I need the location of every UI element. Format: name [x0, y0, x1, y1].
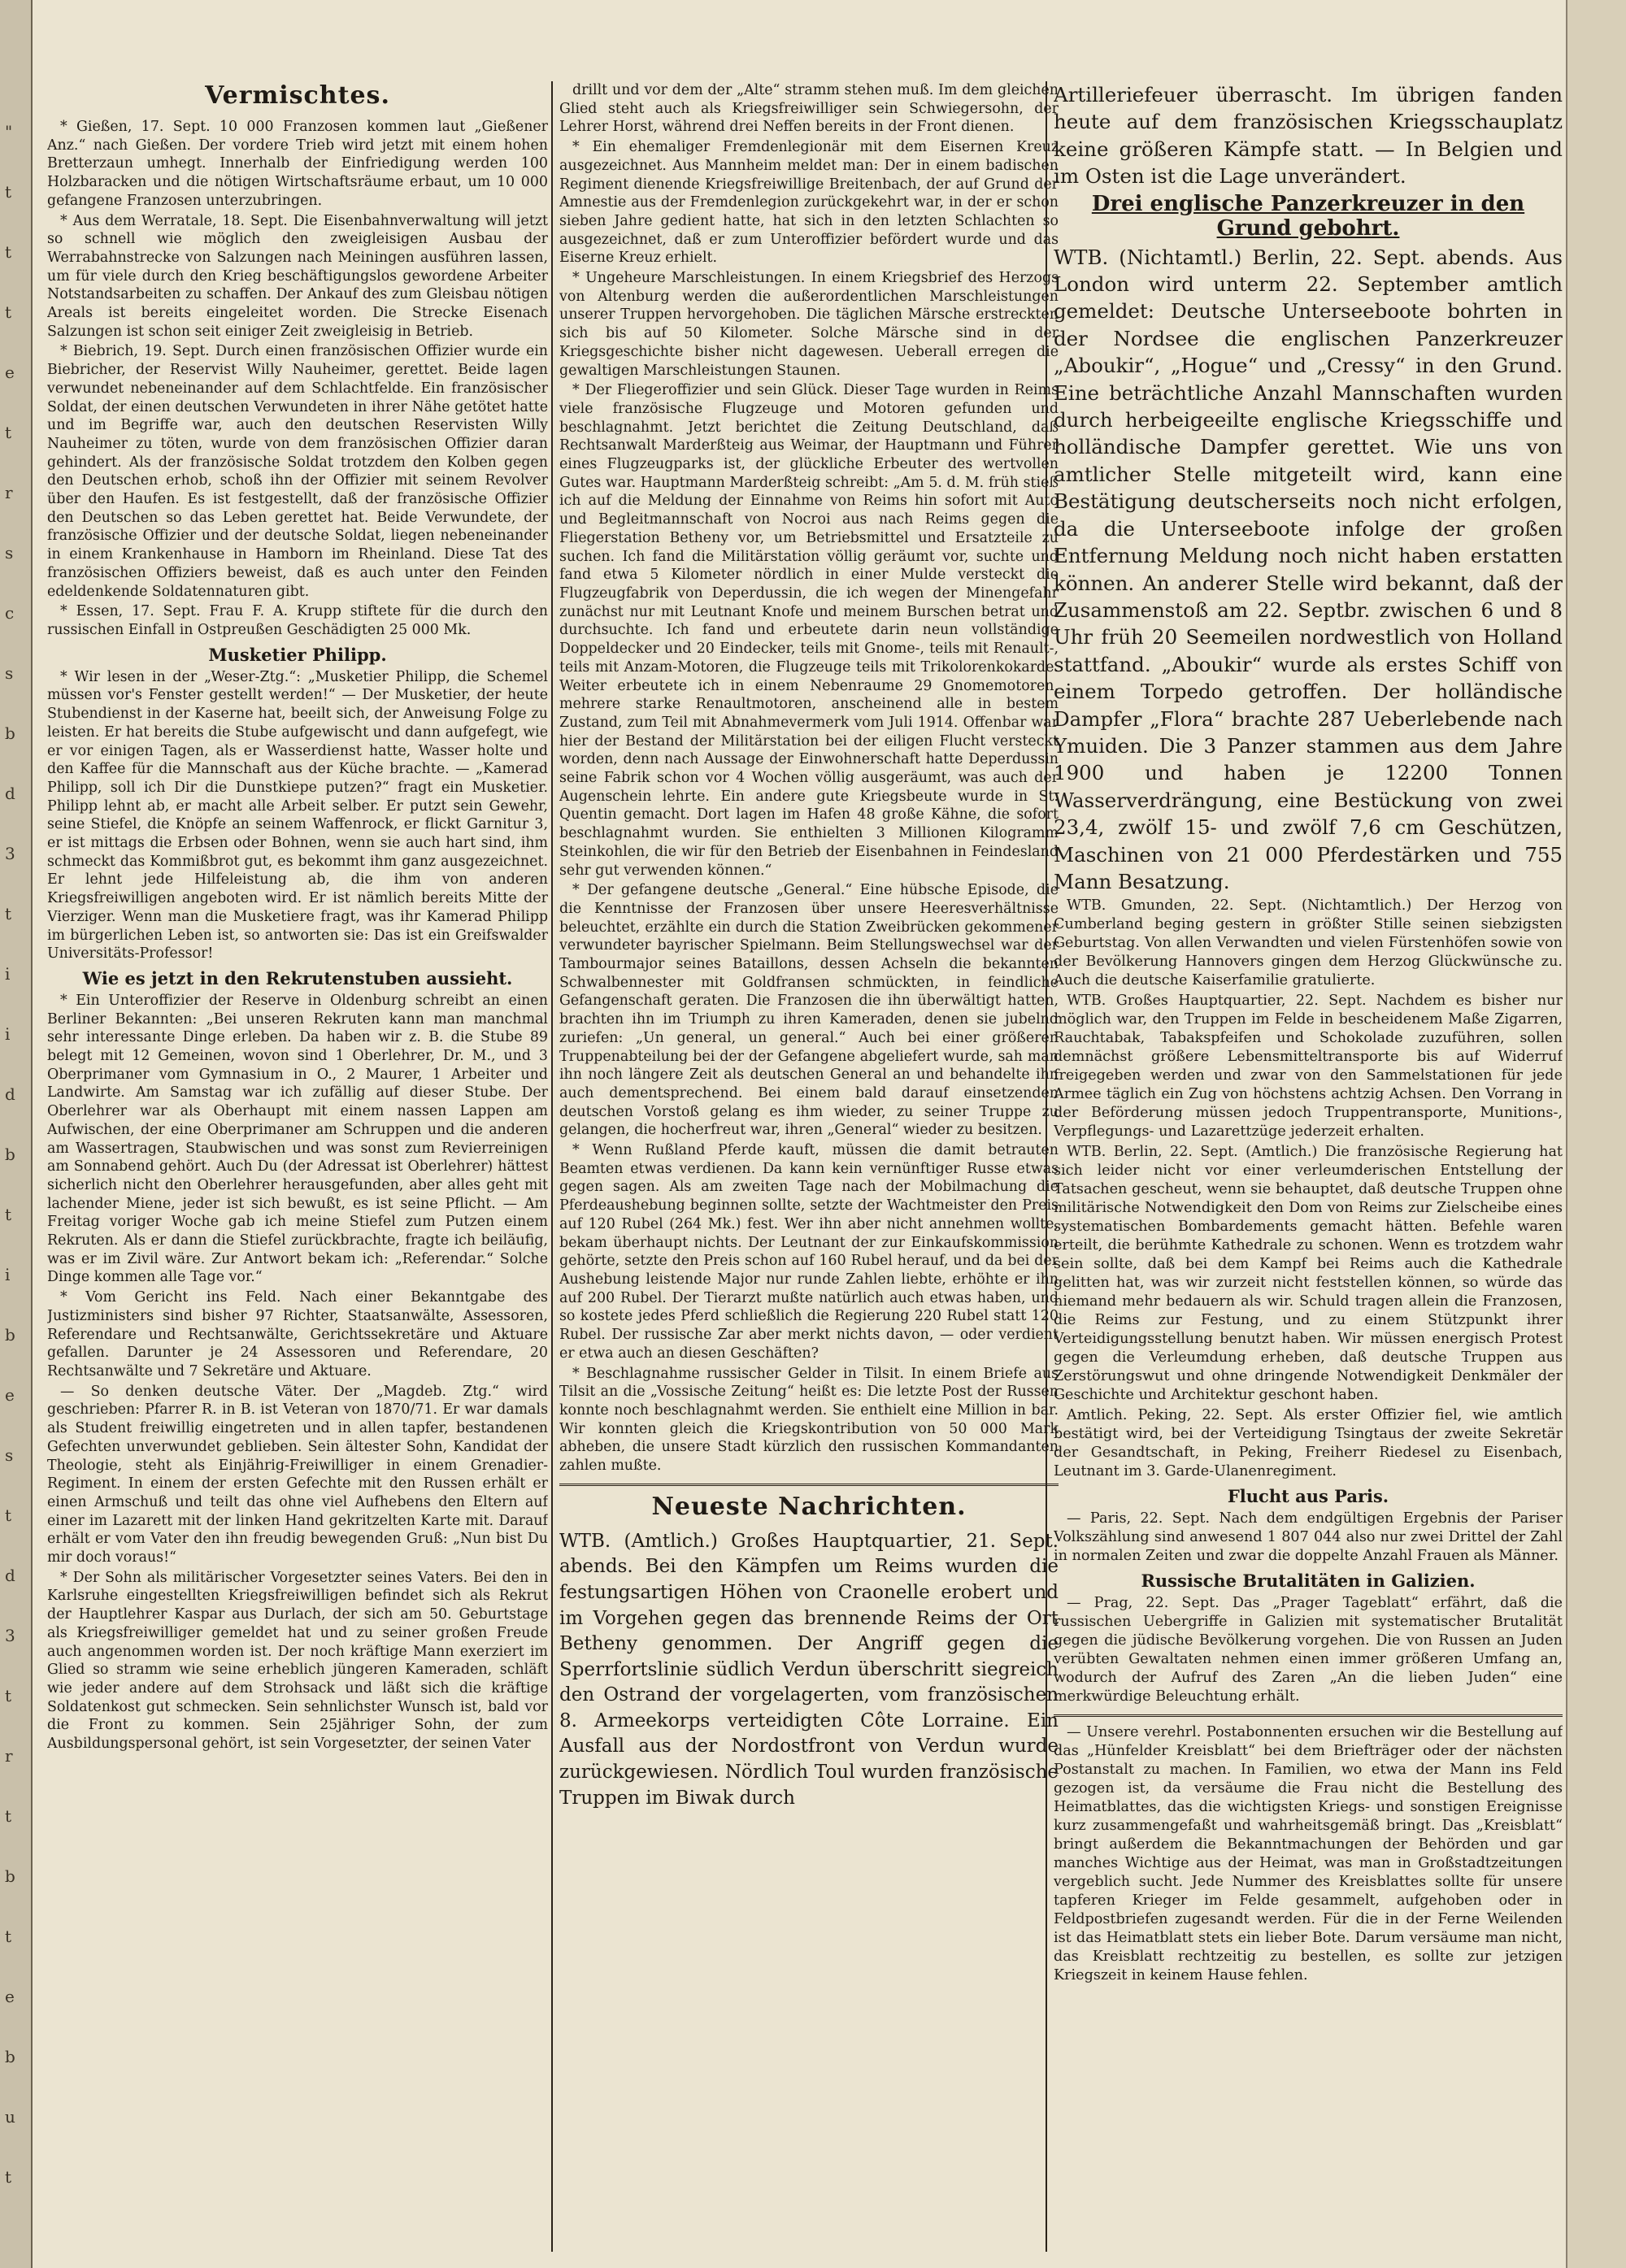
article-paragraph: * Beschlagnahme russischer Gelder in Tilsit. In einem Briefe aus Tilsit an die „Vossische Zeitung“ heißt es: Die letzte Post der Russen konnte noch beschlagnahmt werden. Sie enthielt eine Million in bar. Wir konnten gleich die Kriegskontribution von 50 000 Mark abheben, die unsere Stadt kürzlich den russischen Kommandanten zahlen mußte.: [559, 1365, 1059, 1475]
gutter-text-fragment: e: [5, 1385, 15, 1405]
gutter-text-fragment: t: [5, 1806, 12, 1826]
gutter-text-fragment: e: [5, 363, 15, 382]
article-paragraph: * Vom Gericht ins Feld. Nach einer Bekanntgabe des Justizministers sind bisher 97 Richter, Staatsanwälte, Assessoren, Referendare und Rechtsanwälte, Gerichtssekretäre und Aktuare gefallen. Darunter je 24 Assessoren und Referendare, 20 Rechtsanwälte und 7 Sekretäre und Aktuare.: [47, 1289, 548, 1379]
gutter-text-fragment: s: [5, 663, 14, 683]
article-paragraph: * Gießen, 17. Sept. 10 000 Franzosen kommen laut „Gießener Anz.“ nach Gießen. Der vordere Trieb wird jetzt mit einem hohen Bretterzaun umhegt. Innerhalb der Einfriedigung werden 100 Holzbaracken und die nötigen Wirtschaftsräume erbaut, um 10 000 gefangene Franzosen unterzubringen.: [47, 119, 548, 209]
article-list: [47, 668, 548, 963]
gutter-text-fragment: e: [5, 1987, 15, 2006]
article-paragraph: * Ungeheure Marschleistungen. In einem Kriegsbrief des Herzogs von Altenburg werden die außerordentlichen Marschleistungen unserer Truppen hervorgehoben. Die täglichen Märsche erstreckten sich bis auf 50 Kilometer. Solche Märsche sind in der Kriegsgeschichte bisher nicht dagewesen. Ueberall erregen die gewaltigen Marschleistungen Staunen.: [559, 270, 1059, 379]
gutter-text-fragment: b: [5, 2047, 15, 2066]
column-rule: [551, 81, 553, 2252]
gutter-text-fragment: i: [5, 1265, 11, 1284]
article-paragraph: WTB. Großes Hauptquartier, 22. Sept. Nachdem es bisher nur möglich war, den Truppen im Felde in bescheidenem Maße Zigarren, Rauchtabak, Tabakspfeifen und Schokolade zuzuführen, sollen demnächst größere Lebensmitteltransporte bis auf Widerruf freigegeben werden und zwar von den Sammelstationen für jede Armee täglich ein Zug von höchstens achtzig Achsen. Den Vorrang in der Beförderung müssen jedoch Truppentransporte, Munitions-, Verpflegungs- und Lazarettzüge jederzeit erhalten.: [1054, 993, 1563, 1141]
article-paragraph: * Der Fliegeroffizier und sein Glück. Dieser Tage wurden in Reims viele französische Flugzeuge und Motoren gefunden und beschlagnahmt. Jetzt berichtet die Zeitung Deutschland, daß Rechtsanwalt Marderßteig aus Weimar, der Hauptmann und Führer eines Flugzeugparks ist, der glückliche Erbeuter des wertvollen Gutes war. Hauptmann Marderßteig schreibt: „Am 5. d. M. früh stieß ich auf die Meldung der Einnahme von Reims hin sofort mit Auto und Begleitmannschaft von Nocroi aus nach Reims gegen die Fliegerstation Betheny vor, um Betriebsmittel und Ersatzteile zu suchen. Ich fand die Militärstation völlig geräumt vor, suchte und fand etwa 5 Kilometer nördlich in einer Mulde versteckt die Flugzeugfabrik von Deperdussin, die ich wegen der Minengefahr zunächst nur mit Leutnant Knofe und meinem Burschen betrat und durchsuchte. Ich fand und erbeutete darin neun vollständige Doppeldecker und 20 Eindecker, teils mit Gnome-, teils mit Renault-, teils mit Anzam-Motoren, die Flugzeuge teils mit Trikolorenkokarde. Weiter erbeutete ich in einem Nebenraume 29 Gnomemotoren, mehrere starke Renaultmotoren, anscheinend alle in bestem Zustand, zum Teil mit Abnahmevermerk vom Juli 1914. Offenbar war hier der Bestand der Militärstation bei der eiligen Flucht versteckt worden, denn nach Aussage der Einwohnerschaft hatte Deperdussin seine Fabrik schon vor 4 Wochen völlig ausgeräumt, was auch der Augenschein lehrte. Ein andere gute Kriegsbeute wurde in St. Quentin gemacht. Dort lagen im Hafen 48 große Kähne, die sofort beschlagnahmt wurden. Sie enthielten 3 Millionen Kilogramm Steinkohlen, die wir für den Betrieb der Eisenbahnen in Feindesland sehr gut verwenden können.“: [559, 382, 1059, 879]
article-paragraph: * Der gefangene deutsche „General.“ Eine hübsche Episode, die die Kenntnisse der Franzosen über unsere Heeresverhältnisse beleuchtet, erzählte ein durch die Station Zweibrücken gekommener verwundeter bayrischer Spielmann. Beim Stellungswechsel war der Tambourmajor seines Bataillons, dessen Achseln die bekannten Schwalbennester mit Goldfransen schmückten, in feindliche Gefangenschaft geraten. Die Franzosen die ihn überwältigt hatten, brachten ihn im Triumph zu ihren Kameraden, denen sie jubelnd zuriefen: „Un general, un general.“ Auch bei einer größeren Truppenabteilung bei der der Gefangene abgeliefert wurde, sah man ihn noch längere Zeit als deutschen General an und behandelte ihn auch dementsprechend. Bei einem bald darauf einsetzenden deutschen Vorstoß gelang es ihm wieder, zu seiner Truppe zu gelangen, die hocherfreut war, ihren „General“ wieder zu besitzen.: [559, 882, 1059, 1139]
column-right: [1054, 81, 1563, 2260]
gutter-text-fragment: t: [5, 423, 12, 442]
column-left: [47, 81, 548, 2260]
article-paragraph: WTB. (Nichtamtl.) Berlin, 22. Sept. abends. Aus London wird unterm 22. September amtlich gemeldet: Deutsche Unterseeboote bohrten in der Nordsee die englischen Panzerkreuzer „Aboukir“, „Hogue“ und „Cressy“ in den Grund. Eine beträchtliche Anzahl Mannschaften wurden durch herbeigeeilte englische Kriegsschiffe und holländische Dampfer gerettet. Wie uns von amtlicher Stelle mitgeteilt wird, kann eine Bestätigung deutscherseits noch nicht erfolgen, da die Unterseeboote infolge der großen Entfernung Meldung noch nicht haben erstatten können. An anderer Stelle wird bekannt, daß der Zusammenstoß am 22. Septbr. zwischen 6 und 8 Uhr früh 20 Seemeilen nordwestlich von Holland stattfand. „Aboukir“ wurde als erstes Schiff von einem Torpedo getroffen. Der holländische Dampfer „Flora“ brachte 287 Ueberlebende nach Ymuiden. Die 3 Panzer stammen aus dem Jahre 1900 und haben je 12200 Tonnen Wasserverdrängung, eine Bestückung von zwei 23,4, zwölf 15- und zwölf 7,6 cm Geschützen, Maschinen von 21 000 Pferdestärken und 755 Mann Besatzung.: [1054, 245, 1563, 893]
gutter-text-fragment: t: [5, 302, 12, 322]
lead-block: [1054, 81, 1563, 895]
gutter-text-fragment: u: [5, 2107, 15, 2127]
article-paragraph: Amtlich. Peking, 22. Sept. Als erster Offizier fiel, wie amtlich bestätigt wird, bei der Verteidigung Tsingtaus der zweite Sekretär der Gesandtschaft, in Peking, Freiherr Riedesel zu Eisenbach, Leutnant im 3. Garde-Ulanenregiment.: [1054, 1407, 1563, 1480]
article-list: [1054, 244, 1563, 896]
left-page-gutter: [0, 0, 33, 2268]
gutter-text-fragment: t: [5, 2167, 12, 2187]
headline-flucht-aus-paris: Flucht aus Paris.: [1227, 1486, 1389, 1507]
gutter-text-fragment: t: [5, 1505, 12, 1525]
article-paragraph: * Der Sohn als militärischer Vorgesetzter seines Vaters. Bei den in Karlsruhe eingestellten Kriegsfreiwilligen befindet sich als Rekrut der Hauptlehrer Kaspar aus Durlach, der sich am 50. Geburtstage als Kriegsfreiwilliger gemeldet hat und zu seiner großen Freude auch angenommen worden ist. Der noch kräftige Mann exerziert im Glied so stramm wie seine erheblich jüngeren Kameraden, schläft wie jeder andere auf dem Strohsack und läßt sich die kräftige Soldatenkost gut schmecken. Sein sehnlichster Wunsch ist, bald vor die Front zu kommen. Sein 25jähriger Sohn, der zum Ausbildungspersonal gehört, ist sein Vorgesetzter, der seinen Vater: [47, 1569, 548, 1753]
headline-rekrutenstuben: Wie es jetzt in den Rekrutenstuben aussieht.: [82, 967, 513, 988]
section-divider: [1054, 1714, 1563, 1717]
gutter-text-fragment: 3: [5, 1626, 15, 1645]
gutter-text-fragment: i: [5, 964, 11, 984]
article-paragraph: * Essen, 17. Sept. Frau F. A. Krupp stiftete für die durch den russischen Einfall in Ostpreußen Geschädigten 25 000 Mk.: [47, 603, 548, 638]
section-divider: [559, 1484, 1059, 1486]
gutter-text-fragment: d: [5, 1084, 15, 1104]
gutter-text-fragment: 3: [5, 844, 15, 863]
gutter-text-fragment: s: [5, 543, 14, 563]
article-paragraph: WTB. Berlin, 22. Sept. (Amtlich.) Die französische Regierung hat sich leider nicht vor einer verleumderischen Entstellung der Tatsachen gescheut, wenn sie behauptet, daß deutsche Truppen ohne militärische Notwendigkeit den Dom von Reims zur Zielscheibe eines systematischen Bombardements gemacht hätten. Befehle waren erteilt, die berühmte Kathedrale zu schonen. Wenn es trotzdem wahr sein sollte, daß bei dem Kampf bei Reims auch die Kathedrale gelitten hat, was wir zurzeit nicht feststellen können, so würde das niemand mehr bedauern als wir. Schuld tragen allein die Franzosen, die Reims zur Festung, und zu einem Stützpunkt ihrer Verteidigungsstellung benutzt haben. Wir müssen energisch Protest gegen die Verleumdung erheben, daß deutsche Truppen aus Zerstörungswut und ohne dringende Notwendigkeit Denkmäler der Geschichte und Architektur geschont haben.: [1054, 1144, 1563, 1404]
article-list: [559, 1529, 1059, 1812]
gutter-text-fragment: t: [5, 1686, 12, 1705]
gutter-text-fragment: ": [5, 122, 13, 141]
article-paragraph: — Paris, 22. Sept. Nach dem endgültigen Ergebnis der Pariser Volkszählung sind anwesend 1 807 044 also nur zwei Drittel der Zahl in normalen Zeiten und zwar die doppelte Anzahl Frauen als Männer.: [1054, 1510, 1563, 1565]
article-paragraph: WTB. (Amtlich.) Großes Hauptquartier, 21. Sept. abends. Bei den Kämpfen um Reims wurden die festungsartigen Höhen von Craonelle erobert und im Vorgehen gegen das brennende Reims der Ort Betheny genommen. Der Angriff gegen die Sperrfortslinie südlich Verdun überschritt siegreich den Ostrand der vorgelagerten, vom französischen 8. Armeekorps verteidigten Côte Lorraine. Ein Ausfall aus der Nordostfront von Verdun wurde zurückgewiesen. Nördlich Toul wurden französische Truppen im Biwak durch: [559, 1530, 1059, 1809]
right-page-edge: [1566, 0, 1626, 2268]
gutter-text-fragment: b: [5, 1325, 15, 1345]
gutter-text-fragment: d: [5, 1566, 15, 1585]
article-list: [1054, 1723, 1563, 1985]
gutter-text-fragment: t: [5, 182, 12, 202]
gutter-text-fragment: t: [5, 242, 12, 262]
article-paragraph: drillt und vor dem der „Alte“ stramm stehen muß. Im dem gleichen Glied steht auch als Kriegsfreiwilliger sein Schwiegersohn, der Lehrer Horst, während drei Neffen bereits in der Front dienen.: [559, 82, 1059, 136]
gutter-text-fragment: d: [5, 784, 15, 803]
article-list: [1054, 897, 1563, 1481]
headline-musketier-philipp: Musketier Philipp.: [208, 644, 387, 665]
article-paragraph: * Aus dem Werratale, 18. Sept. Die Eisenbahnverwaltung will jetzt so schnell wie möglich den zweigleisigen Ausbau der Werrabahnstrecke von Salzungen nach Meiningen ausführen lassen, um für viele durch den Krieg beschäftigungslos gewordene Arbeiter Notstandsarbeiten zu schaffen. Der Ankauf des zum Gleisbau nötigen Areals ist bereits eingeleitet worden. Die Strecke Eisenach Salzungen ist schon seit einiger Zeit zweigleisig in Betrieb.: [47, 212, 548, 340]
column-middle: [559, 81, 1059, 2260]
gutter-text-fragment: r: [5, 483, 13, 502]
article-list: [1054, 1510, 1563, 1566]
article-paragraph: — Prag, 22. Sept. Das „Prager Tageblatt“ erfährt, daß die russischen Uebergriffe in Galizien mit systematischer Brutalität gegen die jüdische Bevölkerung vorgehen. Die von Russen an Juden verübten Gewaltaten nehmen einen immer größeren Umfang an, wodurch der Aufruf des Zaren „An die lieben Juden“ eine merkwürdige Beleuchtung erhält.: [1054, 1595, 1563, 1705]
headline-panzerkreuzer: Drei englische Panzerkreuzer in den Grund gebohrt.: [1091, 191, 1525, 241]
article-list: [1054, 81, 1563, 190]
article-paragraph: — So denken deutsche Väter. Der „Magdeb. Ztg.“ wird geschrieben: Pfarrer R. in B. ist Veteran von 1870/71. Er war damals als Student freiwillig eingetreten und in allen tapfer, bestandenen Gefechten unverwundet geblieben. Sein ältester Sohn, Kandidat der Theologie, steht als Einjährig-Freiwilliger in einem Grenadier-Regiment. In einem der ersten Gefechte mit den Russen erhält er einen Armschuß und teilt das ohne viel Aufhebens den Eltern auf einer im Lazarett mit der linken Hand gekritzelten Karte mit. Darauf erhält er vom Vater den ihn freudig bewegenden Gruß: „Nun bist Du mir doch voraus!“: [47, 1383, 548, 1566]
gutter-text-fragment: b: [5, 1866, 15, 1886]
article-list: [47, 992, 548, 1753]
article-list: [1054, 1594, 1563, 1706]
article-paragraph: * Wenn Rußland Pferde kauft, müssen die damit betrauten Beamten etwas verdienen. Da kann kein vernünftiger Russe etwas gegen sagen. Als am zweiten Tage nach der Mobilmachung die Pferdeaushebung beginnen sollte, setzte der Wachtmeister den Preis auf 120 Rubel (264 Mk.) fest. Wer ihn aber nicht annehmen wollte, bekam überhaupt nichts. Der Leutnant der zur Einkaufskommission gehörte, setzte den Preis schon auf 160 Rubel herauf, und da bei der Aushebung leistende Major nur runde Zahlen liebte, erhöhte er ihn auf 200 Rubel. Der Tierarzt mußte natürlich auch etwas haben, und so kostete jedes Pferd schließlich die Regierung 220 Rubel statt 120 Rubel. Der russische Zar aber merkt nichts davon, — oder verdient er etwa auch an diesen Geschäften?: [559, 1142, 1059, 1362]
article-list: [559, 81, 1059, 1475]
article-paragraph: — Unsere verehrl. Postabonnenten ersuchen wir die Bestellung auf das „Hünfelder Kreisblatt“ bei dem Briefträger oder der nächsten Postanstalt zu machen. In Familien, wo etwa der Mann ins Feld gezogen ist, da versäume die Frau nicht die Bestellung des Heimatblattes, das die wichtigsten Kriegs- und sonstigen Ereignisse kurz zusammengefaßt und wahrheitsgemäß bringt. Das „Kreisblatt“ bringt außerdem die Bekanntmachungen der Behörden und gar manches Wichtige aus der Heimat, was man in Großstadtzeitungen vergeblich sucht. Jede Nummer des Kreisblattes sollte für unsere tapferen Krieger im Felde gesammelt, aufgehoben oder in Feldpostbriefen zugesandt werden. Für die in der Ferne Weilenden ist das Heimatblatt stets ein lieber Bote. Darum versäume man nicht, das Kreisblatt rechtzeitig zu bestellen, es sollte zur jetzigen Kriegszeit in keinem Hause fehlen.: [1054, 1724, 1563, 1984]
gutter-text-fragment: t: [5, 904, 12, 923]
gutter-text-fragment: i: [5, 1024, 11, 1044]
article-paragraph: * Ein ehemaliger Fremdenlegionär mit dem Eisernen Kreuz ausgezeichnet. Aus Mannheim meldet man: Der in einem badischen Regiment dienende Kriegsfreiwillige Breitenbach, der auf Grund der Amnestie aus der Fremdenlegion zurückgekehrt war, in der er schon sieben Jahre gedient hatte, hat sich in den letzten Schlachten so ausgezeichnet, daß er zum Unteroffizier befördert wurde und das Eiserne Kreuz erhielt.: [559, 139, 1059, 267]
section-title-neueste-nachrichten: Neueste Nachrichten.: [651, 1492, 967, 1521]
section-title-vermischtes: Vermischtes.: [205, 81, 390, 110]
article-paragraph: * Wir lesen in der „Weser-Ztg.“: „Musketier Philipp, die Schemel müssen vor's Fenster gestellt werden!“ — Der Musketier, der heute Stubendienst in der Kaserne hat, beeilt sich, der Anweisung Folge zu leisten. Er hat bereits die Stube aufgewischt und dann aufgefegt, wie er vor einigen Tagen, als er Wasserdienst hatte, Wasser holte und den Kaffee für die Mannschaft aus der Küche brachte. — „Kamerad Philipp, soll ich Dir die Dunstkiepe putzen?“ fragt ein Musketier. Philipp lehnt ab, er macht alle Arbeit selber. Er putzt sein Gewehr, seine Stiefel, die Knöpfe an seinem Waffenrock, er flickt Garnitur 3, er ist mittags die Erbsen oder Bohnen, wenn sie auch hart sind, ihm schmeckt das Kommißbrot gut, es bekommt ihm ganz ausgezeichnet. Er lehnt jede Hilfeleistung ab, die ihm von anderen Kriegsfreiwilligen angeboten wird. Er ist nämlich bereits Mitte der Vierziger. Wenn man die Musketiere fragt, was ihr Kamerad Philipp im bürgerlichen Leben ist, so antworten sie: Das ist ein Greifswalder Universitäts-Professor!: [47, 668, 548, 962]
article-paragraph: * Ein Unteroffizier der Reserve in Oldenburg schreibt an einen Berliner Bekannten: „Bei unseren Rekruten kann man manchmal sehr interessante Dinge erleben. Da haben wir z. B. die Stube 89 belegt mit 12 Gemeinen, wovon sind 1 Oberlehrer, Dr. M., und 3 Oberprimaner vom Gymnasium in O., 2 Maurer, 1 Arbeiter und Landwirte. Am Samstag war ich zufällig auf dieser Stube. Der Oberlehrer war als Oberhaupt mit einem nassen Lappen am Aufwischen, der eine Oberprimaner am Schruppen und die anderen am Wassertragen, Staubwischen und was sonst zum Revierreinigen am Sonnabend gehört. Auch Du (der Adressat ist Oberlehrer) hättest sicherlich nicht den Oberlehrer herausgefunden, aber alles geht mit lachender Miene, jeder ist sich bewußt, es ist seine Pflicht. — Am Freitag voriger Woche gab ich meine Stiefel zum Putzen einem Rekruten. Als er dann die Stiefel zurückbrachte, fragte ich beiläufig, was er im Zivil wäre. Zur Antwort bekam ich: „Referendar.“ Solche Dinge kommen alle Tage vor.“: [47, 992, 548, 1286]
gutter-text-fragment: b: [5, 1145, 15, 1164]
gutter-text-fragment: r: [5, 1746, 13, 1766]
gutter-text-fragment: t: [5, 1927, 12, 1946]
gutter-text-fragment: b: [5, 723, 15, 743]
article-paragraph: Artilleriefeuer überrascht. Im übrigen fanden heute auf dem französischen Kriegsschauplatz keine größeren Kämpfe statt. — In Belgien und im Osten ist die Lage unverändert.: [1054, 83, 1563, 189]
article-paragraph: * Biebrich, 19. Sept. Durch einen französischen Offizier wurde ein Biebricher, der Reservist Willy Nauheimer, gerettet. Beide lagen verwundet nebeneinander auf dem Schlachtfelde. Ein französischer Soldat, der einen deutschen Verwundeten in ihrer Nähe getötet hatte und im Begriffe war, auch den deutschen Reservisten Willy Nauheimer zu töten, wurde von dem französischen Offizier daran gehindert. Als der französische Soldat trotzdem den Kolben gegen den Deutschen erhob, schoß ihn der Offizier mit seinem Revolver über den Haufen. Es ist festgestellt, daß der französische Offizier den Deutschen so das Leben gerettet hat. Beide Verwundete, der französische Offizier und der deutsche Soldat, liegen nebeneinander in einem Krankenhause in Hamborn im Rheinland. Diese Tat des französischen Offiziers beweist, daß es auch unter den Feinden edeldenkende Soldatennaturen gibt.: [47, 343, 548, 600]
gutter-text-fragment: t: [5, 1205, 12, 1224]
gutter-text-fragment: s: [5, 1445, 14, 1465]
article-list: [47, 118, 548, 640]
headline-russische-brutalitaeten: Russische Brutalitäten in Galizien.: [1141, 1571, 1476, 1592]
gutter-text-fragment: c: [5, 603, 15, 623]
article-paragraph: WTB. Gmunden, 22. Sept. (Nichtamtlich.) Der Herzog von Cumberland beging gestern in größter Stille seinen siebzigsten Geburtstag. Von allen Verwandten und vielen Fürstenhöfen sowie von der Bevölkerung Hannovers gingen dem Herzog Glückwünsche zu. Auch die deutsche Kaiserfamilie gratulierte.: [1054, 897, 1563, 989]
